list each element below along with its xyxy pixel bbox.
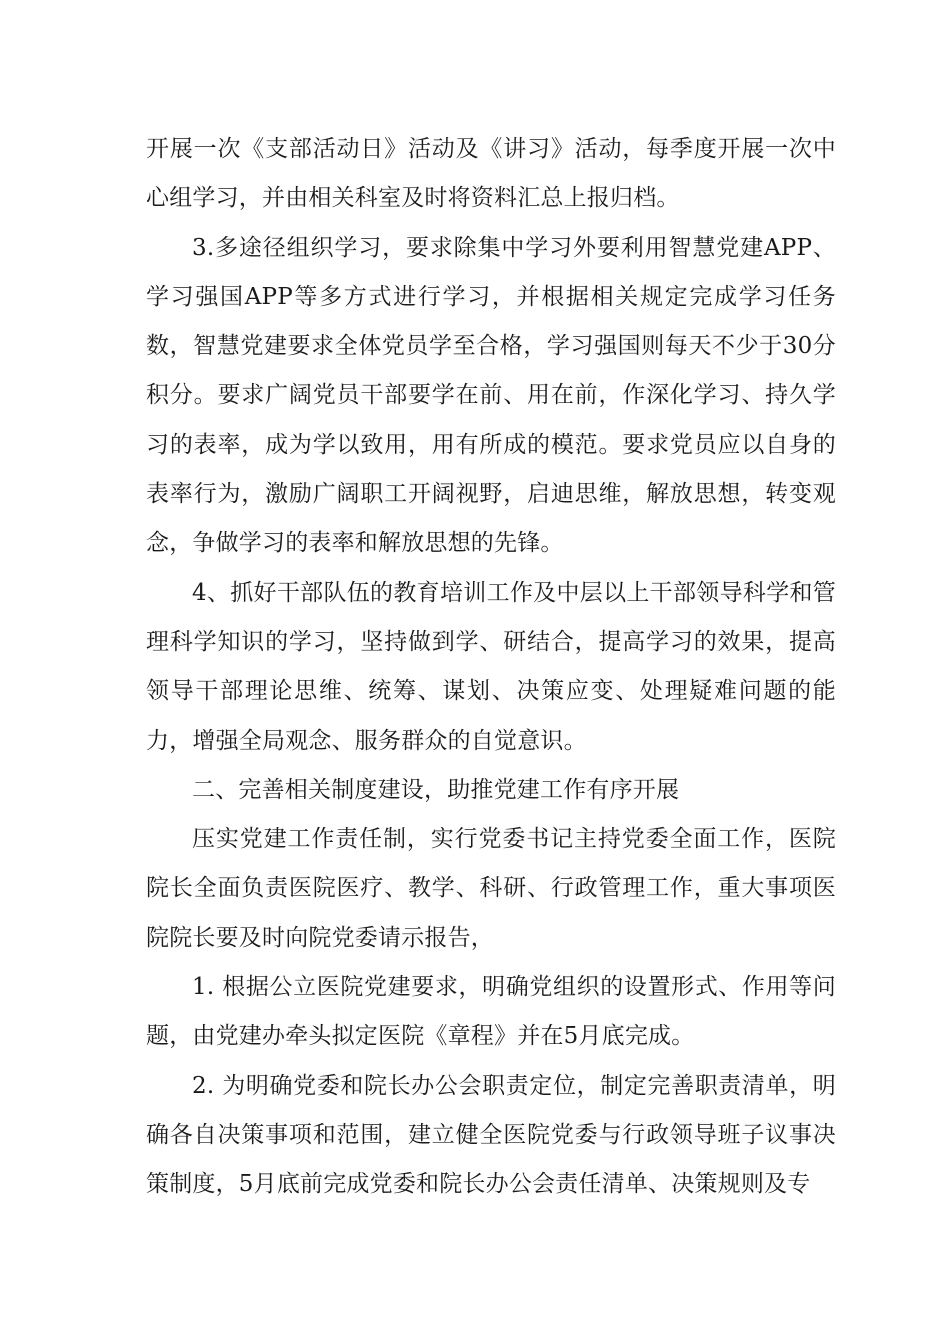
paragraph-item-3: 3.多途径组织学习，要求除集中学习外要利用智慧党建APP、学习强国APP等多方式进行学习，并根据相关规定完成学习任务数，智慧党建要求全体党员学至合格，学习强国则每天不少于30分积分。要求广阔党员干部要学在前、用在前，作深化学习、持久学习的表率，成为学以致用，用有所成的模范。要求党员应以自身的表率行为，激励广阔职工开阔视野，启迪思维，解放思想，转变观念，争做学习的表率和解放思想的先锋。 <box>146 234 836 557</box>
section-heading-2: 二、完善相关制度建设，助推党建工作有序开展 <box>192 776 680 803</box>
document-body <box>146 125 836 1210</box>
paragraph-item-2: 2. 为明确党委和院长办公会职责定位，制定完善职责清单，明确各自决策事项和范围，建立健全医院党委与行政领导班子议事决策制度，5月底前完成党委和院长办公会责任清单、决策规则及专 <box>146 1072 836 1198</box>
paragraph-item-4: 4、抓好干部队伍的教育培训工作及中层以上干部领导科学和管理科学知识的学习，坚持做到学、研结合，提高学习的效果，提高领导干部理论思维、统筹、谋划、决策应变、处理疑难问题的能力，增强全局观念、服务群众的自觉意识。 <box>146 579 836 754</box>
paragraph-item-1: 1. 根据公立医院党建要求，明确党组织的设置形式、作用等问题，由党建办牵头拟定医院《章程》并在5月底完成。 <box>146 974 836 1050</box>
paragraph-continuation: 开展一次《支部活动日》活动及《讲习》活动，每季度开展一次中心组学习，并由相关科室及时将资料汇总上报归档。 <box>146 136 836 212</box>
paragraph-responsibility: 压实党建工作责任制，实行党委书记主持党委全面工作，医院院长全面负责医院医疗、教学、科研、行政管理工作，重大事项医院院长要及时向院党委请示报告， <box>146 826 836 951</box>
